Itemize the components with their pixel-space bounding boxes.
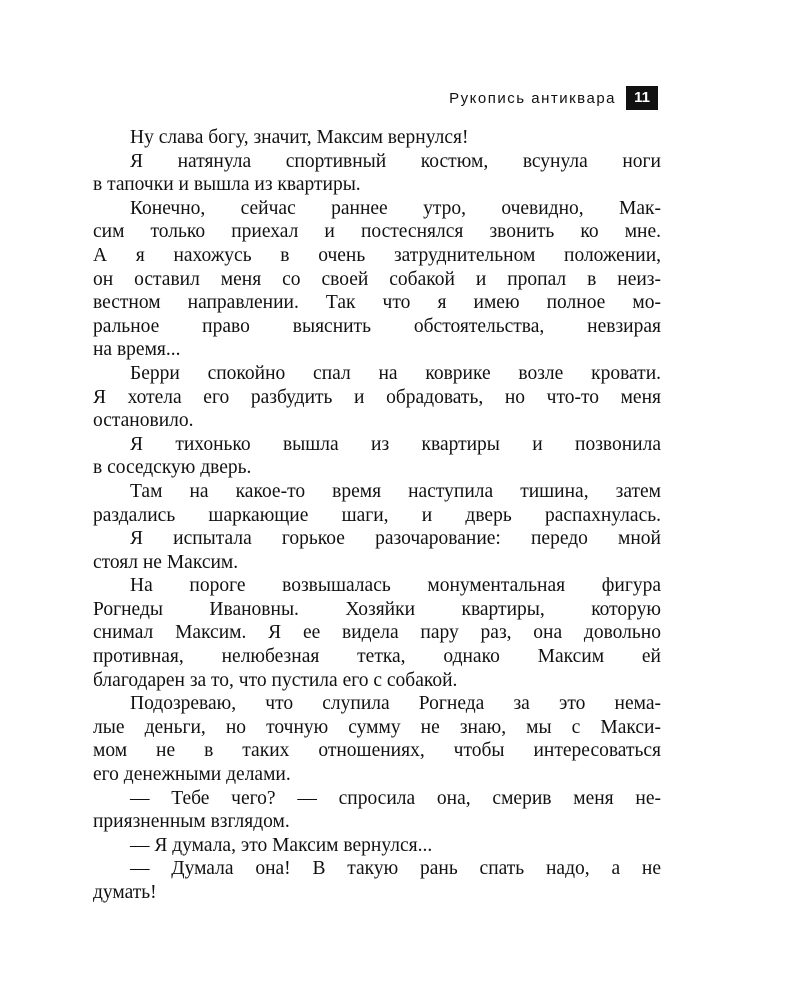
text-line: лые деньги, но точную сумму не знаю, мы с Макси-: [93, 716, 661, 738]
text-line: Подозреваю, что слупила Рогнеда за это нема-: [130, 693, 661, 715]
page-header: [449, 86, 658, 110]
text-line: его денежными делами.: [93, 764, 291, 786]
page-number: 11: [626, 86, 658, 110]
text-line: Там на какое-то время наступила тишина, затем: [130, 480, 661, 502]
text-line: Я натянула спортивный костюм, всунула ноги: [130, 150, 661, 172]
text-line: благодарен за то, что пустила его с собакой.: [93, 669, 458, 691]
text-line: — Думала она! В такую рань спать надо, а не: [130, 858, 661, 880]
text-line: остановило.: [93, 410, 194, 432]
text-line: раздались шаркающие шаги, и дверь распахнулась.: [93, 504, 661, 526]
text-line: на время...: [93, 339, 181, 361]
text-line: снимал Максим. Я ее видела пару раз, она довольно: [93, 622, 661, 644]
text-line: А я нахожусь в очень затруднительном положении,: [93, 244, 661, 266]
running-title: Рукопись антиквара: [449, 89, 616, 107]
text-line: На пороге возвышалась монументальная фигура: [130, 575, 661, 597]
text-line: думать!: [93, 882, 157, 903]
text-line: Ну слава богу, значит, Максим вернулся!: [130, 127, 469, 148]
text-line: Конечно, сейчас раннее утро, очевидно, Мак-: [130, 197, 661, 219]
text-line: Я хотела его разбудить и обрадовать, но что-то меня: [93, 386, 661, 408]
text-line: в соседскую дверь.: [93, 457, 252, 479]
text-line: в тапочки и вышла из квартиры.: [93, 174, 361, 196]
text-line: приязненным взглядом.: [93, 811, 290, 833]
text-line: ральное право выяснить обстоятельства, невзирая: [93, 315, 661, 337]
text-line: он оставил меня со своей собакой и пропал в неиз-: [93, 268, 661, 290]
text-line: сим только приехал и постеснялся звонить ко мне.: [93, 221, 661, 243]
text-line: Рогнеды Ивановны. Хозяйки квартиры, которую: [93, 598, 661, 620]
body-text: [93, 126, 661, 905]
text-line: — Тебе чего? — спросила она, смерив меня не-: [130, 787, 661, 809]
text-line: противная, нелюбезная тетка, однако Максим ей: [93, 646, 661, 668]
text-line: Я испытала горькое разочарование: передо мной: [130, 528, 661, 550]
text-line: мом не в таких отношениях, чтобы интересоваться: [93, 740, 661, 762]
text-line: Я тихонько вышла из квартиры и позвонила: [130, 433, 661, 455]
text-line: стоял не Максим.: [93, 551, 239, 573]
text-line: вестном направлении. Так что я имею полное мо-: [93, 292, 661, 314]
text-line: Берри спокойно спал на коврике возле кровати.: [130, 362, 661, 384]
text-line: — Я думала, это Максим вернулся...: [130, 834, 433, 856]
